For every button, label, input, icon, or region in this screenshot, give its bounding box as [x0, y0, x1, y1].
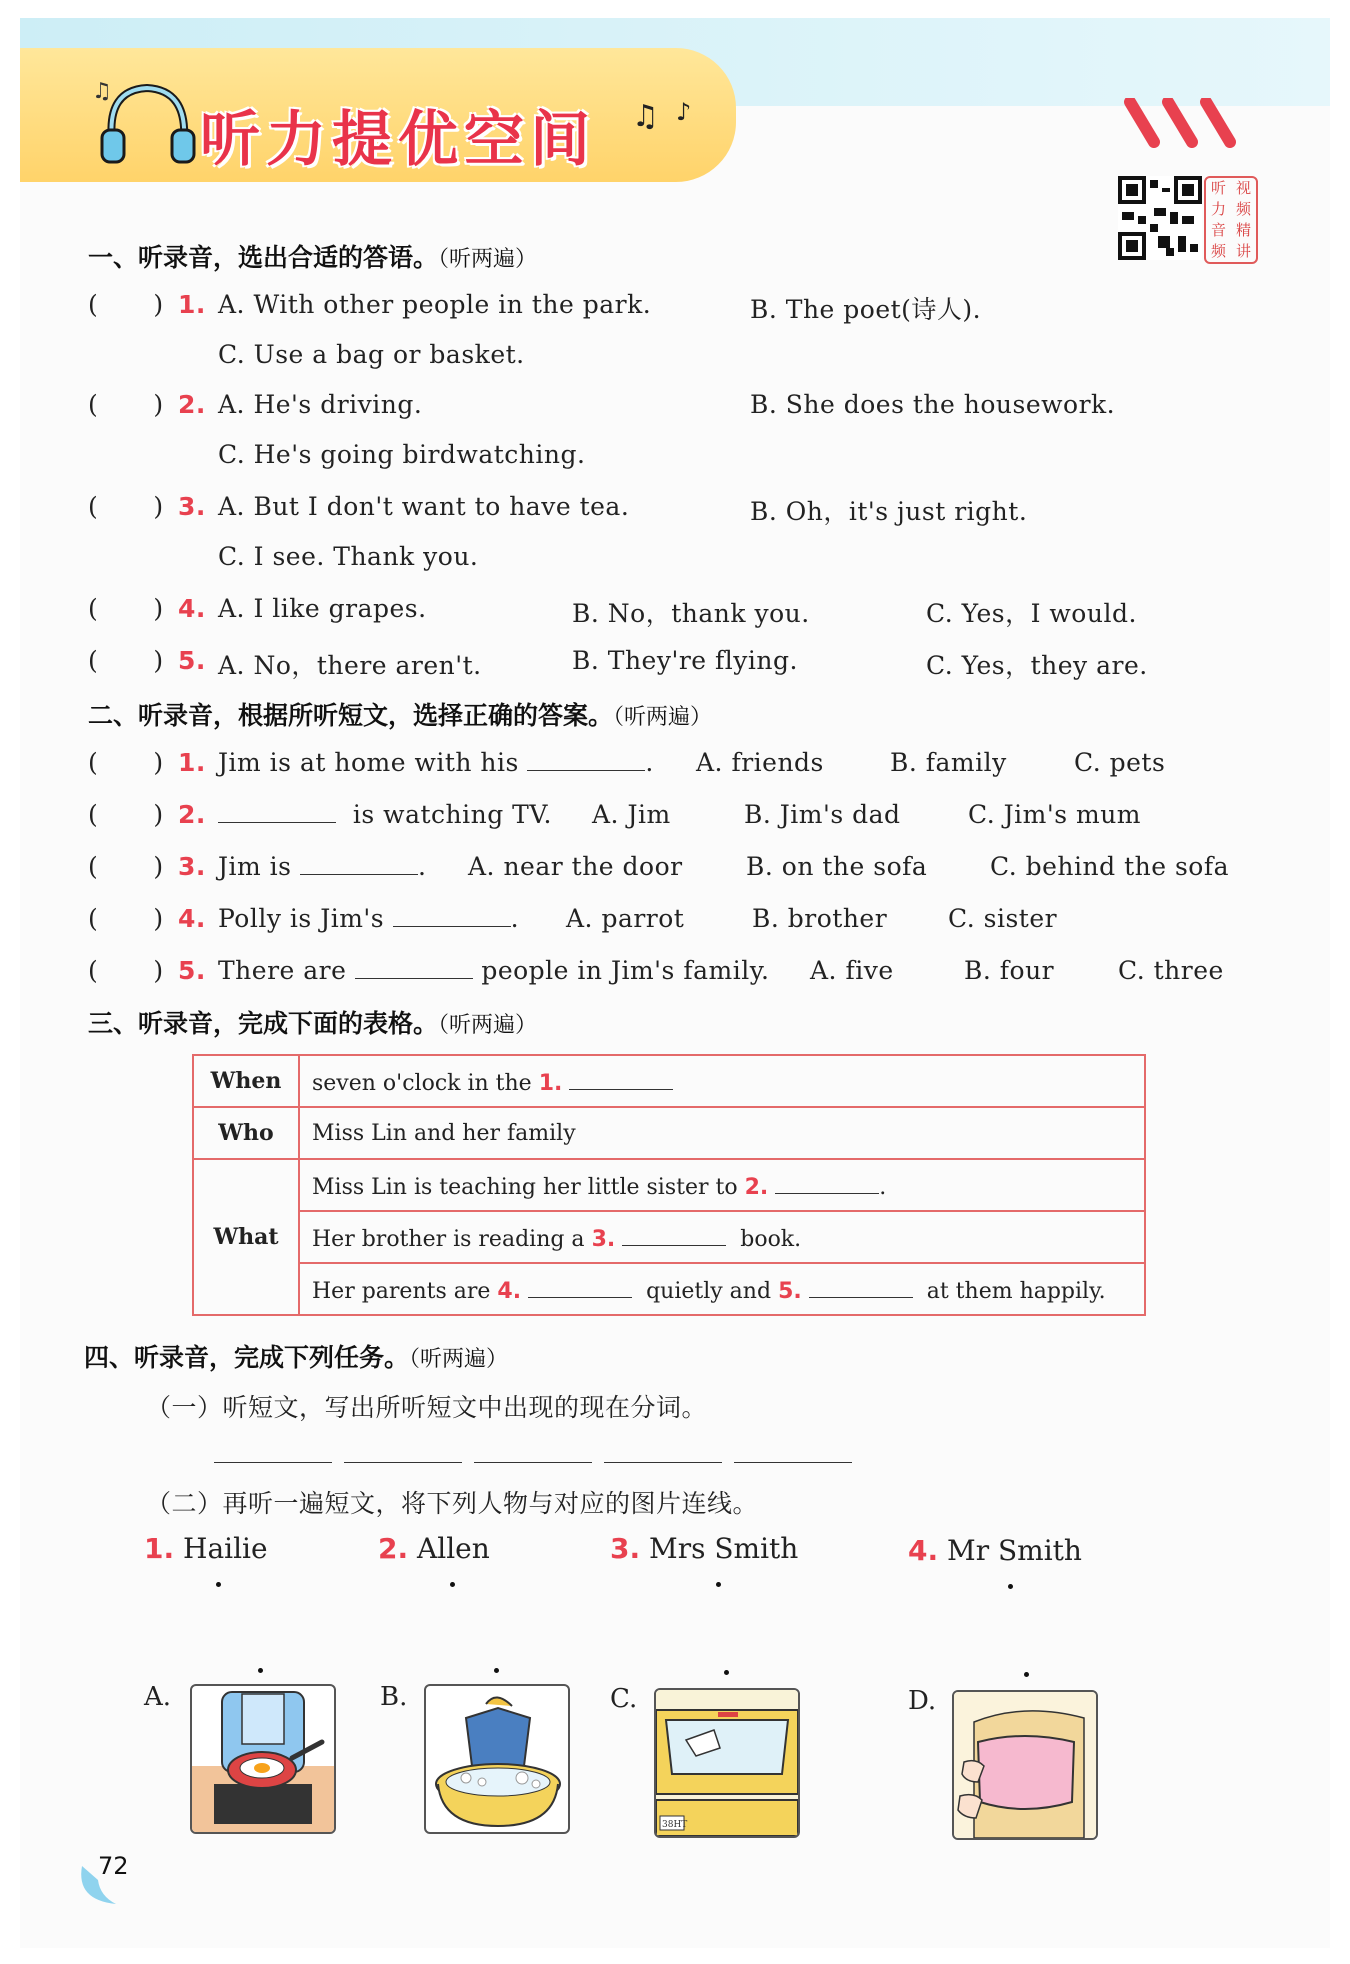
table-row: [193, 1263, 1145, 1315]
section4-title: [84, 1338, 508, 1374]
section-title-text: 二、听录音，根据所听短文，选择正确的答案。: [88, 701, 614, 730]
answer-blank[interactable]: [214, 1440, 332, 1463]
answer-blank[interactable]: [809, 1275, 913, 1298]
svg-text:♫: ♫: [632, 99, 659, 134]
picture-car[interactable]: [654, 1688, 800, 1838]
table-cell: Her parents are 4. quietly and 5. at them happily.: [299, 1263, 1145, 1315]
question-number: 2.: [178, 800, 206, 829]
qr-tag: 频: [1235, 200, 1251, 218]
option-c: C. sister: [948, 904, 1058, 933]
answer-paren[interactable]: ( ): [88, 800, 164, 829]
answer-paren[interactable]: ( ): [88, 904, 164, 933]
section-note: （听两遍）: [438, 247, 538, 272]
option-a: A. With other people in the park.: [218, 290, 652, 319]
slash-decoration-icon: [1122, 98, 1252, 148]
table-row: [193, 1107, 1145, 1159]
answer-paren[interactable]: ( ): [88, 748, 164, 777]
person-hailie: 1. Hailie: [144, 1532, 268, 1565]
table-header-what: What: [193, 1159, 299, 1315]
option-b: B. They're flying.: [572, 646, 798, 675]
cooking-icon: [192, 1686, 334, 1832]
answer-blank[interactable]: [355, 956, 473, 979]
option-a: A. No，there aren't.: [218, 651, 482, 680]
table-cell: Miss Lin and her family: [299, 1107, 1145, 1159]
answer-paren[interactable]: ( ): [88, 956, 164, 985]
qr-tag: 视: [1235, 179, 1251, 197]
option-b: B. Oh，it's just right.: [750, 497, 1028, 526]
section-note: （听两遍）: [438, 1013, 538, 1038]
person-mr-smith: 4. Mr Smith: [908, 1534, 1082, 1567]
question-number: 2.: [178, 390, 206, 419]
qr-code-icon[interactable]: [1118, 176, 1202, 260]
person-mrs-smith: 3. Mrs Smith: [610, 1532, 799, 1565]
option-b: B. She does the housework.: [750, 390, 1116, 419]
answer-blank[interactable]: [393, 904, 511, 927]
table-row: [193, 1159, 1145, 1211]
option-b: B. on the sofa: [746, 852, 928, 881]
info-table: [192, 1054, 1146, 1316]
option-a: A. friends: [696, 748, 824, 777]
question-stem: There are people in Jim's family.: [218, 956, 770, 985]
answer-paren[interactable]: ( ): [88, 852, 164, 881]
section1-title: [88, 238, 537, 274]
option-b: B. The poet(诗人).: [750, 295, 982, 324]
option-c: C. I see. Thank you.: [218, 542, 479, 571]
plate-text: 38HT: [662, 1820, 688, 1830]
option-c: C. three: [1118, 956, 1224, 985]
bed-icon: [954, 1692, 1096, 1838]
section3-title: [88, 1004, 537, 1040]
table-cell: Her brother is reading a 3. book.: [299, 1211, 1145, 1263]
answer-blank[interactable]: [474, 1440, 592, 1463]
connect-dot[interactable]: [494, 1668, 499, 1673]
option-b: B. four: [964, 956, 1055, 985]
answer-paren[interactable]: ( ): [88, 492, 164, 521]
option-a: A. Jim: [592, 800, 671, 829]
page-title: 听力提优空间: [200, 105, 596, 175]
qr-tag: 精: [1235, 221, 1251, 239]
qr-tag: 频: [1210, 242, 1226, 260]
question-number: 4.: [178, 904, 206, 933]
section-note: （听两遍）: [613, 705, 713, 730]
option-c: C. Jim's mum: [968, 800, 1142, 829]
answer-blank[interactable]: [604, 1440, 722, 1463]
svg-text:♪: ♪: [676, 98, 692, 126]
question-number: 3.: [178, 492, 206, 521]
answer-blank[interactable]: [300, 852, 418, 875]
answer-paren[interactable]: ( ): [88, 646, 164, 675]
connect-dot[interactable]: [716, 1582, 721, 1587]
option-label-c: C.: [610, 1684, 638, 1714]
option-a: A. near the door: [468, 852, 683, 881]
music-note-icon: [632, 94, 712, 134]
question-number: 4.: [178, 594, 206, 623]
answer-blank[interactable]: [622, 1223, 726, 1246]
picture-cooking[interactable]: [190, 1684, 336, 1834]
option-b: B. brother: [752, 904, 888, 933]
section-title-text: 四、听录音，完成下列任务。: [84, 1343, 410, 1372]
table-header-when: When: [193, 1055, 299, 1107]
answer-paren[interactable]: ( ): [88, 594, 164, 623]
section-note: （听两遍）: [409, 1347, 509, 1372]
section-title-text: 三、听录音，完成下面的表格。: [88, 1009, 439, 1038]
table-row: [193, 1055, 1145, 1107]
answer-blank[interactable]: [528, 1275, 632, 1298]
connect-dot[interactable]: [216, 1582, 221, 1587]
question-number: 1.: [178, 290, 206, 319]
page-number: 72: [98, 1852, 129, 1880]
qr-tag: 力: [1210, 200, 1226, 218]
question-stem: Jim is at home with his .: [218, 748, 654, 777]
task-part2: （二）再听一遍短文，将下列人物与对应的图片连线。: [146, 1489, 759, 1518]
option-a: A. He's driving.: [218, 390, 423, 419]
qr-tags: [1204, 176, 1258, 264]
table-cell: Miss Lin is teaching her little sister to 2. .: [299, 1159, 1145, 1211]
connect-dot[interactable]: [724, 1670, 729, 1675]
option-c: C. pets: [1074, 748, 1166, 777]
answer-blank[interactable]: [569, 1067, 673, 1090]
option-a: A. parrot: [566, 904, 685, 933]
option-b: B. family: [890, 748, 1007, 777]
section2-title: [88, 696, 712, 732]
question-number: 5.: [178, 956, 206, 985]
option-a: A. I like grapes.: [218, 594, 427, 623]
option-b: B. No，thank you.: [572, 599, 810, 628]
qr-tag: 听: [1210, 179, 1226, 197]
picture-washing[interactable]: [424, 1684, 570, 1834]
question-stem: Polly is Jim's .: [218, 904, 520, 933]
question-number: 5.: [178, 646, 206, 675]
answer-blank[interactable]: [527, 748, 645, 771]
answer-paren[interactable]: ( ): [88, 290, 164, 319]
connect-dot[interactable]: [1008, 1584, 1013, 1589]
connect-dot[interactable]: [450, 1582, 455, 1587]
car-icon: [656, 1690, 798, 1836]
option-c: C. behind the sofa: [990, 852, 1230, 881]
question-stem: is watching TV.: [218, 800, 552, 829]
answer-blank[interactable]: [218, 800, 336, 823]
option-c: C. Yes，they are.: [926, 651, 1148, 680]
option-c: C. Yes，I would.: [926, 599, 1137, 628]
table-header-who: Who: [193, 1107, 299, 1159]
answer-blanks-row: [214, 1440, 854, 1468]
question-stem: Jim is .: [218, 852, 427, 881]
option-label-d: D.: [908, 1686, 937, 1716]
section-title-text: 一、听录音，选出合适的答语。: [88, 243, 439, 272]
option-b: B. Jim's dad: [744, 800, 901, 829]
option-c: C. Use a bag or basket.: [218, 340, 525, 369]
table-row: [193, 1211, 1145, 1263]
svg-text:♫: ♫: [92, 79, 112, 104]
headphone-icon: [92, 70, 202, 170]
answer-blank[interactable]: [775, 1171, 879, 1194]
task-part1: （一）听短文，写出所听短文中出现的现在分词。: [146, 1393, 708, 1422]
option-a: A. five: [810, 956, 894, 985]
table-cell: seven o'clock in the 1.: [299, 1055, 1145, 1107]
answer-blank[interactable]: [344, 1440, 462, 1463]
person-allen: 2. Allen: [378, 1532, 490, 1565]
answer-blank[interactable]: [734, 1440, 852, 1463]
question-number: 3.: [178, 852, 206, 881]
option-c: C. He's going birdwatching.: [218, 440, 586, 469]
connect-dot[interactable]: [1024, 1672, 1029, 1677]
qr-tag: 讲: [1235, 242, 1251, 260]
answer-paren[interactable]: ( ): [88, 390, 164, 419]
qr-tag: 音: [1210, 221, 1226, 239]
question-number: 1.: [178, 748, 206, 777]
option-label-b: B.: [380, 1682, 408, 1712]
washing-icon: [426, 1686, 568, 1832]
connect-dot[interactable]: [258, 1668, 263, 1673]
option-label-a: A.: [144, 1682, 172, 1712]
option-a: A. But I don't want to have tea.: [218, 492, 630, 521]
picture-bed[interactable]: [952, 1690, 1098, 1840]
